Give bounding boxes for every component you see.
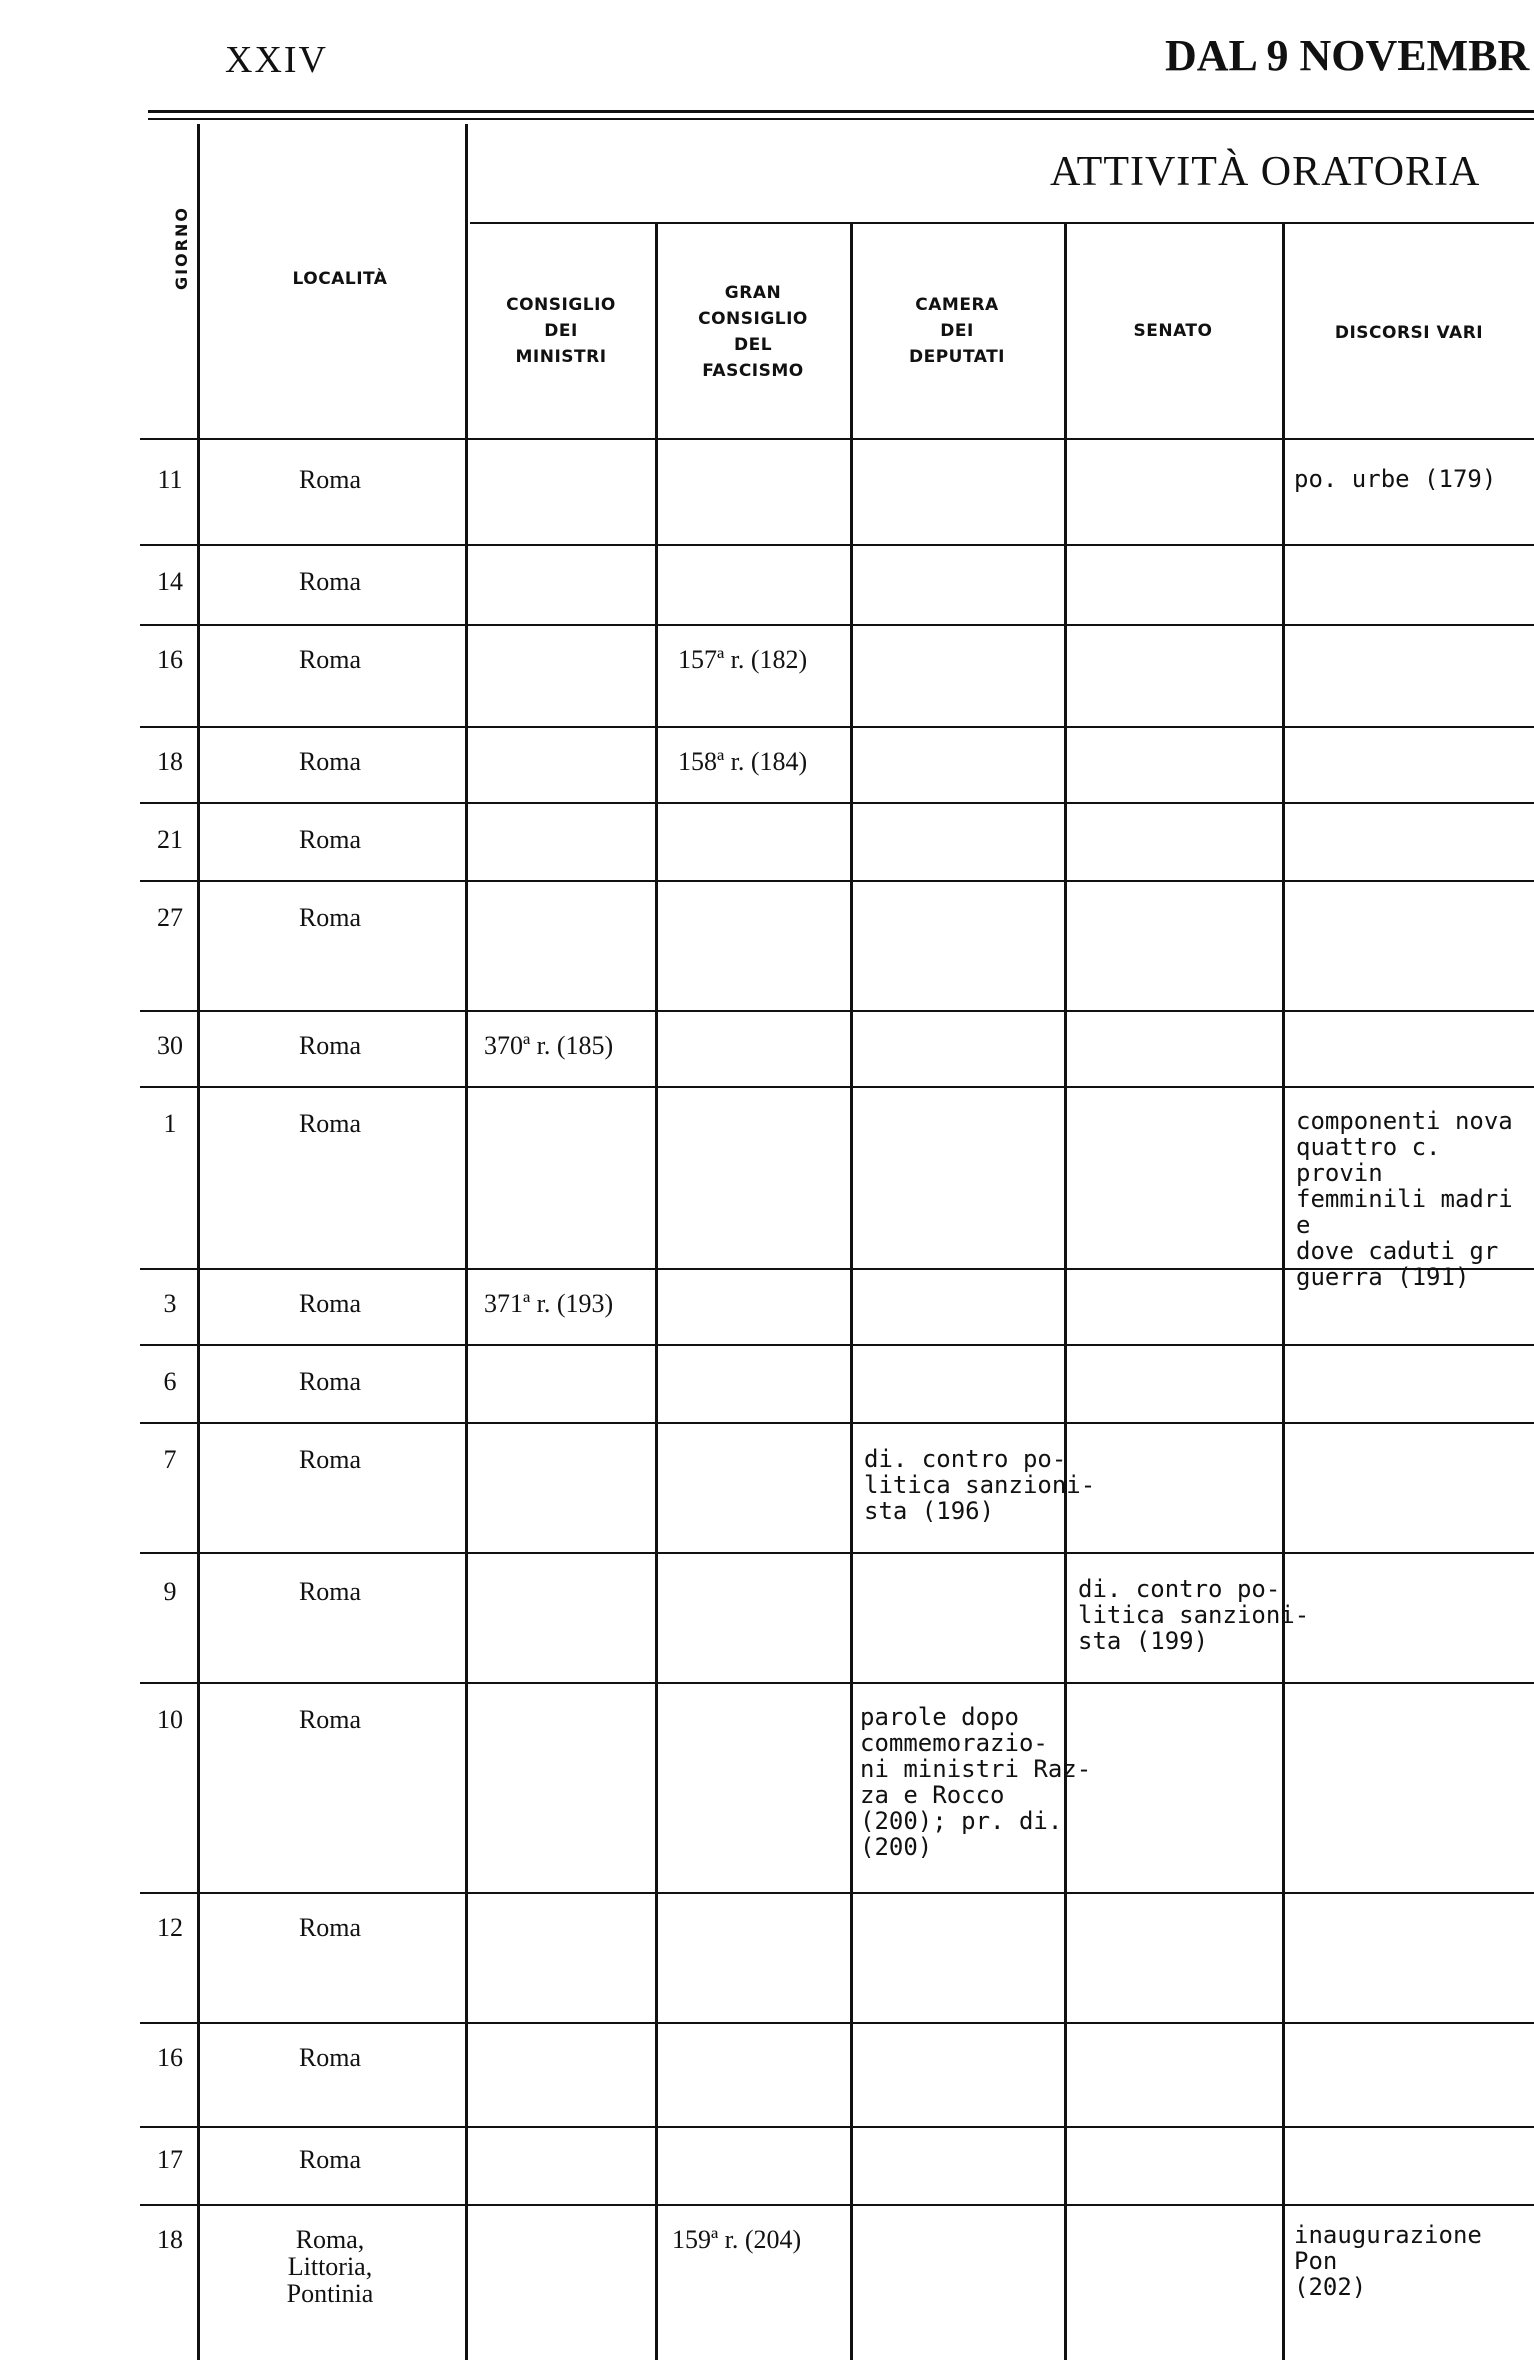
row-rule <box>140 1010 1534 1012</box>
day-cell: 30 <box>157 1031 183 1060</box>
gran-consiglio-cell: 157ª r. (182) <box>678 645 808 674</box>
location-cell: Roma <box>298 1031 362 1060</box>
location-cell: Roma <box>298 1289 362 1318</box>
header-rule-bottom <box>148 118 1534 120</box>
row-rule <box>140 2126 1534 2128</box>
location-cell: Roma <box>298 1577 362 1606</box>
discorsi-cell: componenti nova quattro c. provin femminili madri e dove caduti gr guerra (191) <box>1296 1108 1513 1290</box>
day-cell: 18 <box>157 2225 183 2254</box>
row-rule <box>140 1552 1534 1554</box>
location-cell: Roma <box>298 1705 362 1734</box>
location-cell: Roma, Littoria, Pontinia <box>286 2225 374 2308</box>
column-header-senato: SENATO <box>1133 321 1213 341</box>
day-cell: 21 <box>157 825 183 854</box>
camera-cell: di. contro po- litica sanzioni- sta (196) <box>864 1445 1096 1525</box>
location-cell: Roma <box>298 465 362 494</box>
section-title-rule <box>470 222 1534 224</box>
location-cell: Roma <box>298 2043 362 2072</box>
day-cell: 17 <box>157 2145 183 2174</box>
column-header-giorno: GIORNO <box>172 206 191 290</box>
header-rule-top <box>148 110 1534 113</box>
column-header-localita: LOCALITÀ <box>292 269 388 289</box>
day-cell: 12 <box>157 1913 183 1942</box>
day-cell: 16 <box>157 2043 183 2072</box>
day-cell: 3 <box>163 1289 177 1318</box>
column-rule <box>197 124 200 2360</box>
row-rule <box>140 880 1534 882</box>
section-title: ATTIVITÀ ORATORIA <box>1050 149 1481 195</box>
location-cell: Roma <box>298 2145 362 2174</box>
row-rule <box>140 802 1534 804</box>
column-header-camera: CAMERA DEI DEPUTATI <box>908 295 1006 367</box>
column-header-consiglio-ministri: CONSIGLIO DEI MINISTRI <box>506 295 616 367</box>
consiglio-ministri-cell: 371ª r. (193) <box>484 1289 614 1318</box>
day-cell: 7 <box>163 1445 177 1474</box>
location-cell: Roma <box>298 1367 362 1396</box>
row-rule <box>140 1422 1534 1424</box>
column-header-discorsi-vari: DISCORSI VARI <box>1334 323 1484 343</box>
location-cell: Roma <box>298 1109 362 1138</box>
day-cell: 11 <box>157 465 183 494</box>
day-cell: 18 <box>157 747 183 776</box>
location-cell: Roma <box>298 1445 362 1474</box>
location-cell: Roma <box>298 747 362 776</box>
day-cell: 14 <box>157 567 183 596</box>
location-cell: Roma <box>298 567 362 596</box>
column-header-gran-consiglio: GRAN CONSIGLIO DEL FASCISMO <box>698 283 808 381</box>
row-rule <box>140 2204 1534 2206</box>
row-rule <box>140 1344 1534 1346</box>
consiglio-ministri-cell: 370ª r. (185) <box>484 1031 614 1060</box>
row-rule <box>140 726 1534 728</box>
gran-consiglio-cell: 158ª r. (184) <box>678 747 808 776</box>
discorsi-cell: inaugurazione Pon (202) <box>1294 2222 1482 2300</box>
row-rule <box>140 624 1534 626</box>
camera-cell: parole dopo commemorazio- ni ministri Raz- za e Rocco (200); pr. di. (200) <box>860 1703 1092 1861</box>
row-rule <box>140 1682 1534 1684</box>
day-cell: 16 <box>157 645 183 674</box>
page-number: XXIV <box>225 39 328 81</box>
discorsi-cell: po. urbe (179) <box>1294 466 1497 492</box>
row-rule <box>140 544 1534 546</box>
location-cell: Roma <box>298 645 362 674</box>
day-cell: 10 <box>157 1705 183 1734</box>
location-cell: Roma <box>298 1913 362 1942</box>
senato-cell: di. contro po- litica sanzioni- sta (199) <box>1078 1575 1310 1655</box>
day-cell: 9 <box>163 1577 177 1606</box>
location-cell: Roma <box>298 825 362 854</box>
row-rule <box>140 438 1534 440</box>
day-cell: 6 <box>163 1367 177 1396</box>
row-rule <box>140 1086 1534 1088</box>
gran-consiglio-cell: 159ª r. (204) <box>672 2225 802 2254</box>
location-cell: Roma <box>298 903 362 932</box>
row-rule <box>140 1892 1534 1894</box>
running-head: DAL 9 NOVEMBR <box>1165 31 1530 80</box>
day-cell: 27 <box>157 903 183 932</box>
column-rule <box>465 124 468 2360</box>
day-cell: 1 <box>163 1109 177 1138</box>
row-rule <box>140 2022 1534 2024</box>
